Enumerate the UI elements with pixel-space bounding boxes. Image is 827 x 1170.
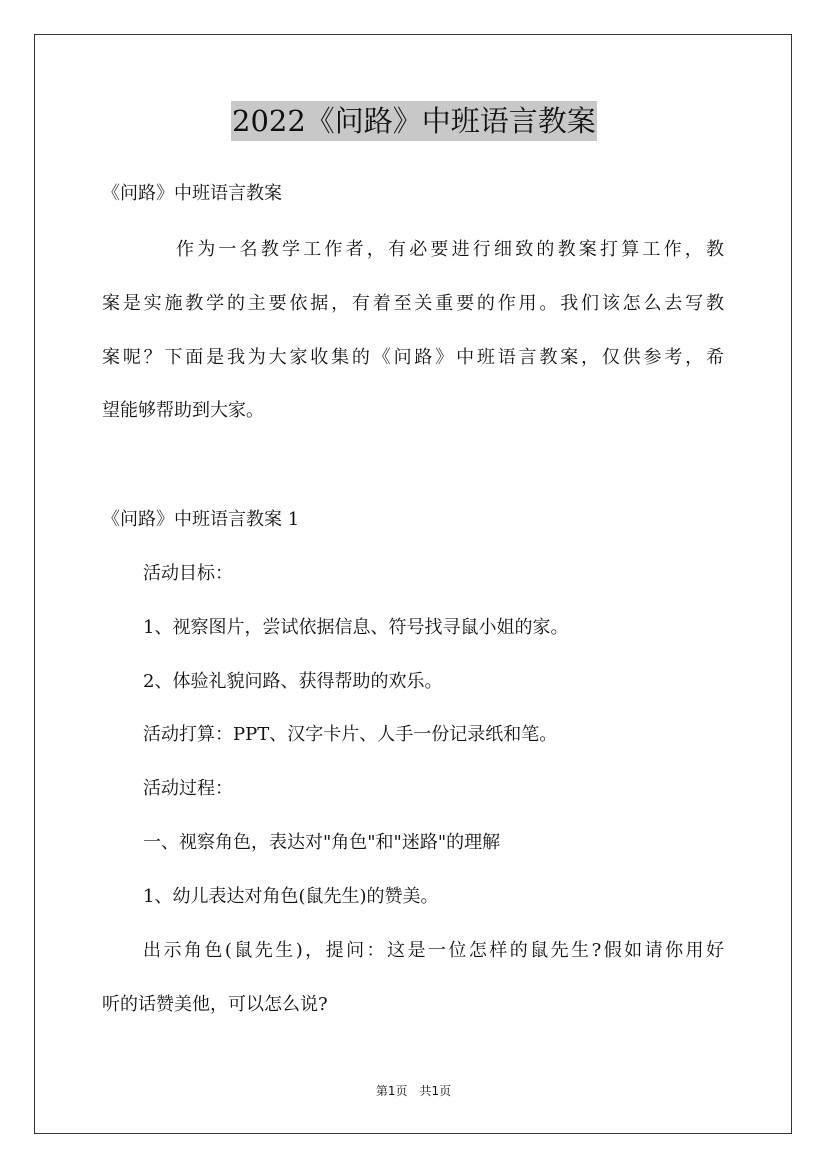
process-label: 活动过程： (143, 778, 233, 799)
intro-line-4: 望能够帮助到大家。 (102, 400, 264, 421)
intro-line-1: 作为一名教学工作者，有必要进行细致的教案打算工作，教 (176, 239, 724, 260)
page-total: 共1页 (419, 1084, 452, 1098)
page-footer (0, 1083, 827, 1099)
section-heading: 《问路》中班语言教案 1 (102, 509, 300, 530)
page-number: 第1页 (375, 1084, 408, 1098)
goal-item-1: 1、视察图片，尝试依据信息、符号找寻鼠小姐的家。 (143, 617, 569, 638)
preparation-text: 活动打算：PPT、汉字卡片、人手一份记录纸和笔。 (143, 724, 558, 745)
process-step-1: 一、视察角色，表达对"角色"和"迷路"的理解 (143, 832, 501, 853)
question-line-1: 出示角色(鼠先生)，提问：这是一位怎样的鼠先生?假如请你用好 (143, 940, 724, 961)
process-step-1-1: 1、幼儿表达对角色(鼠先生)的赞美。 (143, 886, 439, 907)
document-title: 2022《问路》中班语言教案 (231, 101, 597, 141)
question-line-2: 听的话赞美他，可以怎么说? (102, 994, 328, 1015)
intro-line-2: 案是实施教学的主要依据，有着至关重要的作用。我们该怎么去写教 (102, 293, 724, 314)
document-subtitle: 《问路》中班语言教案 (102, 183, 282, 204)
goals-label: 活动目标： (143, 563, 233, 584)
goal-item-2: 2、体验礼貌问路、获得帮助的欢乐。 (143, 671, 443, 692)
intro-line-3: 案呢？下面是我为大家收集的《问路》中班语言教案，仅供参考，希 (102, 347, 724, 368)
